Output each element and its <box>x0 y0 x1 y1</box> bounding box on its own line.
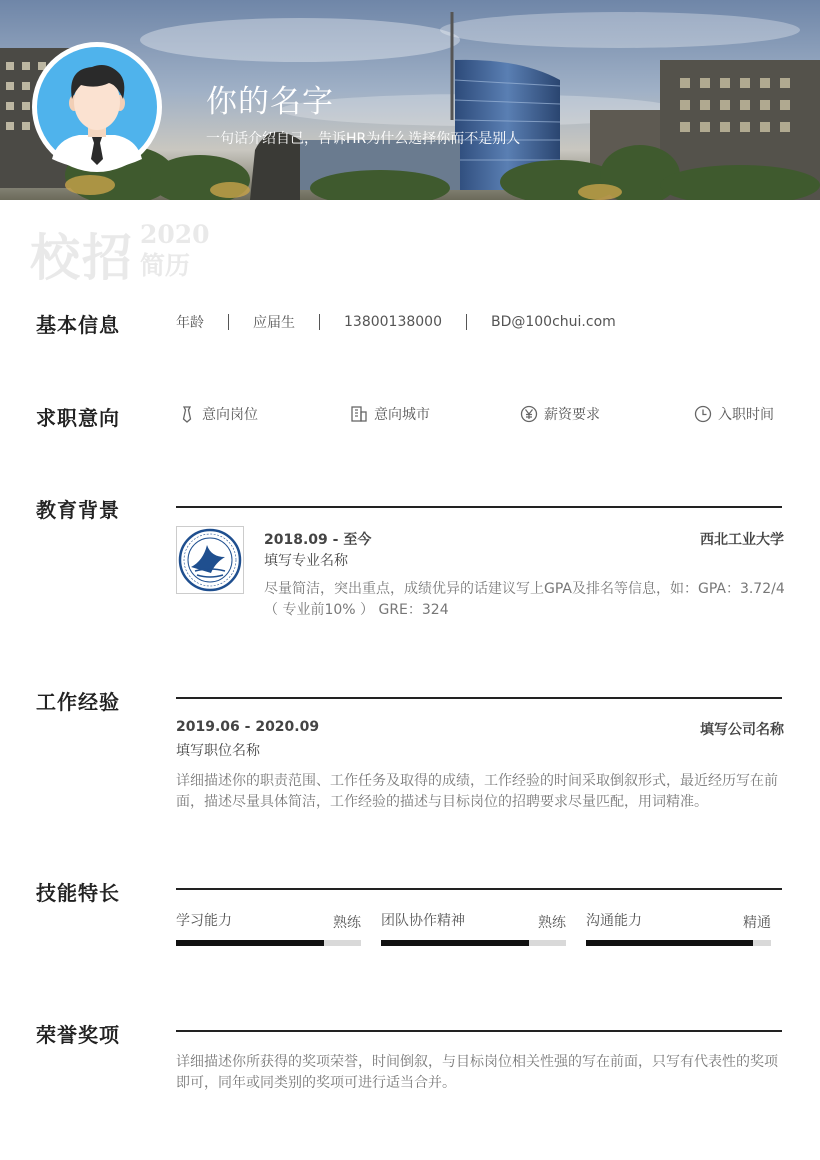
skill-item <box>176 910 361 950</box>
avatar-illustration <box>37 47 157 167</box>
divider <box>228 314 229 330</box>
intent-salary <box>520 404 600 424</box>
skill-bar-track <box>176 940 361 946</box>
school-logo <box>176 526 244 594</box>
work-desc-line1: 详细描述你的职责范围、工作任务及取得的成绩，工作经验的时间采取倒叙形式，最近经历写在前 <box>176 773 778 789</box>
divider <box>466 314 467 330</box>
watermark-small: 简历 <box>140 251 191 280</box>
skill-level: 熟练 <box>333 915 361 931</box>
education-school: 西北工业大学 <box>700 532 784 548</box>
section-rule <box>176 506 782 508</box>
skill-name: 学习能力 <box>176 913 232 929</box>
divider <box>319 314 320 330</box>
intent-position-label: 意向岗位 <box>202 407 258 423</box>
skill-bar-fill <box>381 940 529 946</box>
building-icon <box>350 405 368 423</box>
honors-desc-line1: 详细描述你所获得的奖项荣誉，时间倒叙，与目标岗位相关性强的写在前面，只写有代表性的奖项 <box>176 1054 778 1070</box>
basic-phone: 13800138000 <box>344 314 442 330</box>
skill-level: 精通 <box>743 915 771 931</box>
intent-start-time-label: 入职时间 <box>718 407 774 423</box>
skill-item <box>586 910 771 950</box>
honors-desc-line2: 即可，同年或同类别的奖项可进行适当合并。 <box>176 1075 456 1091</box>
watermark-big: 校招 <box>30 228 134 287</box>
section-rule <box>176 888 782 890</box>
watermark-year: 2020 <box>140 220 210 249</box>
candidate-name: 你的名字 <box>206 84 334 120</box>
basic-info-row <box>176 312 616 332</box>
work-date: 2019.06 - 2020.09 <box>176 719 320 735</box>
intent-start-time <box>694 404 774 424</box>
section-title-education: 教育背景 <box>36 498 120 522</box>
skill-bar-track <box>381 940 566 946</box>
education-major: 填写专业名称 <box>264 553 348 569</box>
candidate-tagline: 一句话介绍自己，告诉HR为什么选择你而不是别人 <box>206 131 521 147</box>
skill-name: 沟通能力 <box>586 913 642 929</box>
work-desc-line2: 面，描述尽量具体简洁，工作经验的描述与目标岗位的招聘要求尽量匹配，用词精准。 <box>176 794 708 810</box>
skill-level: 熟练 <box>538 915 566 931</box>
school-emblem-icon <box>177 527 243 593</box>
education-desc-line1: 尽量简洁，突出重点，成绩优异的话建议写上GPA及排名等信息，如：GPA：3.72/4 <box>264 581 785 597</box>
education-desc-line2: （ 专业前10% ） GRE：324 <box>264 602 449 618</box>
work-position: 填写职位名称 <box>176 743 260 759</box>
intent-salary-label: 薪资要求 <box>544 407 600 423</box>
section-rule <box>176 697 782 699</box>
basic-email: BD@100chui.com <box>490 314 616 330</box>
intent-city-label: 意向城市 <box>374 407 430 423</box>
basic-age: 年龄 <box>176 315 204 331</box>
skill-bar-fill <box>176 940 324 946</box>
section-rule <box>176 1030 782 1032</box>
skill-name: 团队协作精神 <box>381 913 465 929</box>
avatar <box>32 42 162 172</box>
skill-bar-fill <box>586 940 753 946</box>
basic-status: 应届生 <box>253 315 295 331</box>
clock-icon <box>694 405 712 423</box>
work-company: 填写公司名称 <box>700 722 784 738</box>
section-title-skills: 技能特长 <box>36 881 120 905</box>
section-title-intent: 求职意向 <box>36 406 120 430</box>
section-title-honors: 荣誉奖项 <box>36 1023 120 1047</box>
section-title-work: 工作经验 <box>36 690 120 714</box>
intent-position <box>178 404 258 424</box>
skill-item <box>381 910 566 950</box>
yen-icon <box>520 405 538 423</box>
skill-bar-track <box>586 940 771 946</box>
intent-city <box>350 404 430 424</box>
section-title-basic: 基本信息 <box>36 313 120 337</box>
education-date: 2018.09 - 至今 <box>264 532 372 548</box>
header-banner <box>0 0 820 200</box>
tie-icon <box>178 405 196 423</box>
